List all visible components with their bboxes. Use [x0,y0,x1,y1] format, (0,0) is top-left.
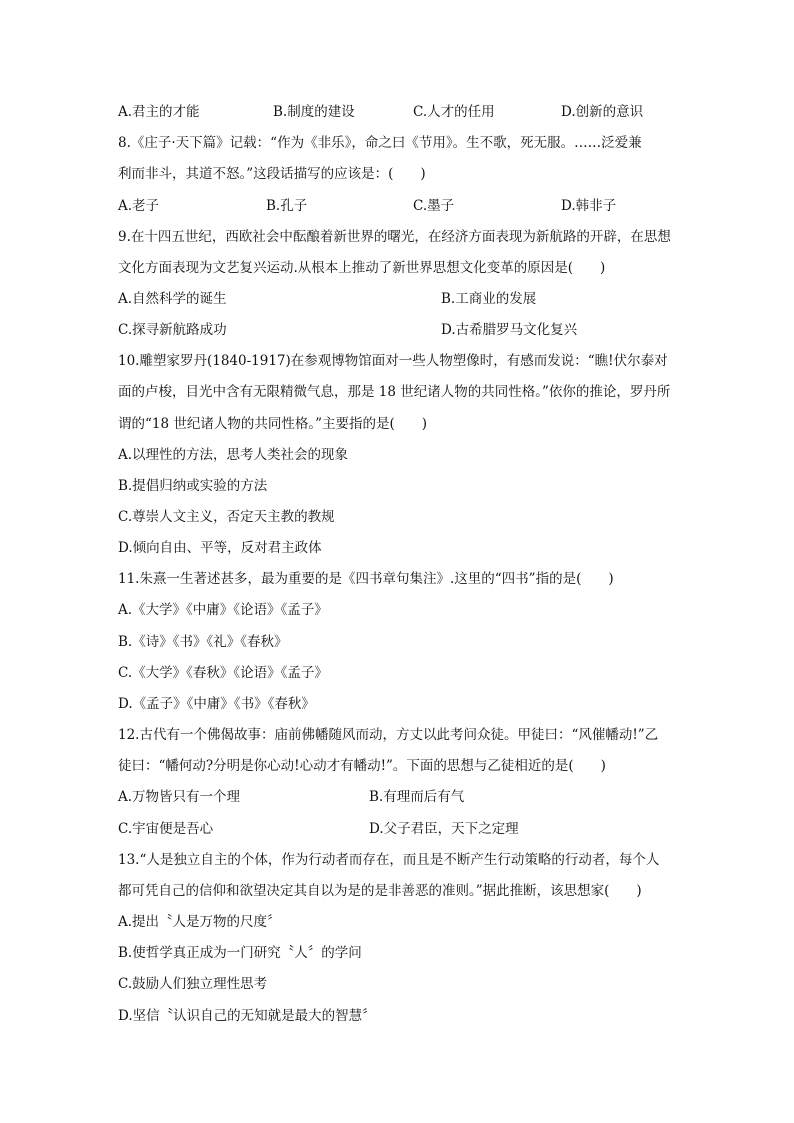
option-b: B.使哲学真正成为一门研究〝人〞的学问 [118,945,362,961]
option-a: A.《大学》《中庸》《论语》《孟子》 [118,602,328,618]
option-d: D.韩非子 [561,198,617,214]
question-12-stem-line-2: 徒曰：“幡何动?分明是你心动!心动才有幡动!”。下面的思想与乙徒相近的是( ) [118,758,606,774]
option-a: A.君主的才能 [118,104,200,120]
question-9-stem-line-1: 9.在十四五世纪，西欧社会中酝酿着新世界的曙光，在经济方面表现为新航路的开辟，在思想 [118,229,671,245]
option-c: C.《大学》《春秋》《论语》《孟子》 [118,665,328,681]
option-b: B.《诗》《书》《礼》《春秋》 [118,634,288,650]
question-8-stem-line-1: 8.《庄子·天下篇》记载：“作为《非乐》，命之曰《节用》。生不歌，死无服。……泛爱兼 [118,135,642,151]
option-c: C.人才的任用 [413,104,495,120]
option-b: B.制度的建设 [273,104,355,120]
option-a: A.老子 [118,198,160,214]
option-d: D.父子君臣，天下之定理 [369,821,519,837]
option-b: B.工商业的发展 [441,291,537,307]
question-11-stem-line-1: 11.朱熹一生著述甚多，最为重要的是《四书章句集注》.这里的“四书”指的是( ) [118,571,614,587]
option-c: C.探寻新航路成功 [118,322,227,338]
question-8-stem-line-2: 利而非斗，其道不怒。”这段话描写的应该是：( ) [118,166,426,182]
option-d: D.古希腊罗马文化复兴 [441,322,578,338]
option-c: C.墨子 [413,198,455,214]
option-d: D.坚信〝认识自己的无知就是最大的智慧〞 [118,1008,376,1024]
option-b: B.提倡归纳或实验的方法 [118,478,268,494]
option-d: D.倾向自由、平等，反对君主政体 [118,540,322,556]
option-b: B.孔子 [266,198,308,214]
question-12-stem-line-1: 12.古代有一个佛偈故事：庙前佛幡随风而动，方丈以此考问众徒。甲徒曰：“风催幡动!”乙 [118,727,659,743]
option-d: D.《孟子》《中庸》《书》《春秋》 [118,696,315,712]
question-13-stem-line-2: 都可凭自己的信仰和欲望决定其自以为是的是非善恶的准则。”据此推断，该思想家( ) [118,883,642,899]
option-a: A.以理性的方法，思考人类社会的现象 [118,447,349,463]
question-13-stem-line-1: 13.“人是独立自主的个体，作为行动者而存在，而且是不断产生行动策略的行动者，每个人 [118,852,660,868]
option-d: D.创新的意识 [561,104,644,120]
question-9-stem-line-2: 文化方面表现为文艺复兴运动.从根本上推动了新世界思想文化变革的原因是( ) [118,260,606,276]
option-a: A.自然科学的诞生 [118,291,227,307]
option-c: C.宇宙便是吾心 [118,821,214,837]
option-a: A.提出〝人是万物的尺度〞 [118,914,281,930]
option-a: A.万物皆只有一个理 [118,789,241,805]
option-c: C.鼓励人们独立理性思考 [118,976,268,992]
option-b: B.有理而后有气 [369,789,465,805]
option-c: C.尊崇人文主义，否定天主教的教规 [118,509,335,525]
question-10-stem-line-2: 面的卢梭，目光中含有无限精微气息，那是 18 世纪诸人物的共同性格。”依你的推论，罗丹所 [118,384,671,400]
question-10-stem-line-1: 10.雕塑家罗丹(1840-1917)在参观博物馆面对一些人物塑像时，有感而发说：“瞧!伏尔泰对 [118,353,668,369]
question-10-stem-line-3: 谓的“18 世纪诸人物的共同性格。”主要指的是( ) [118,416,428,432]
